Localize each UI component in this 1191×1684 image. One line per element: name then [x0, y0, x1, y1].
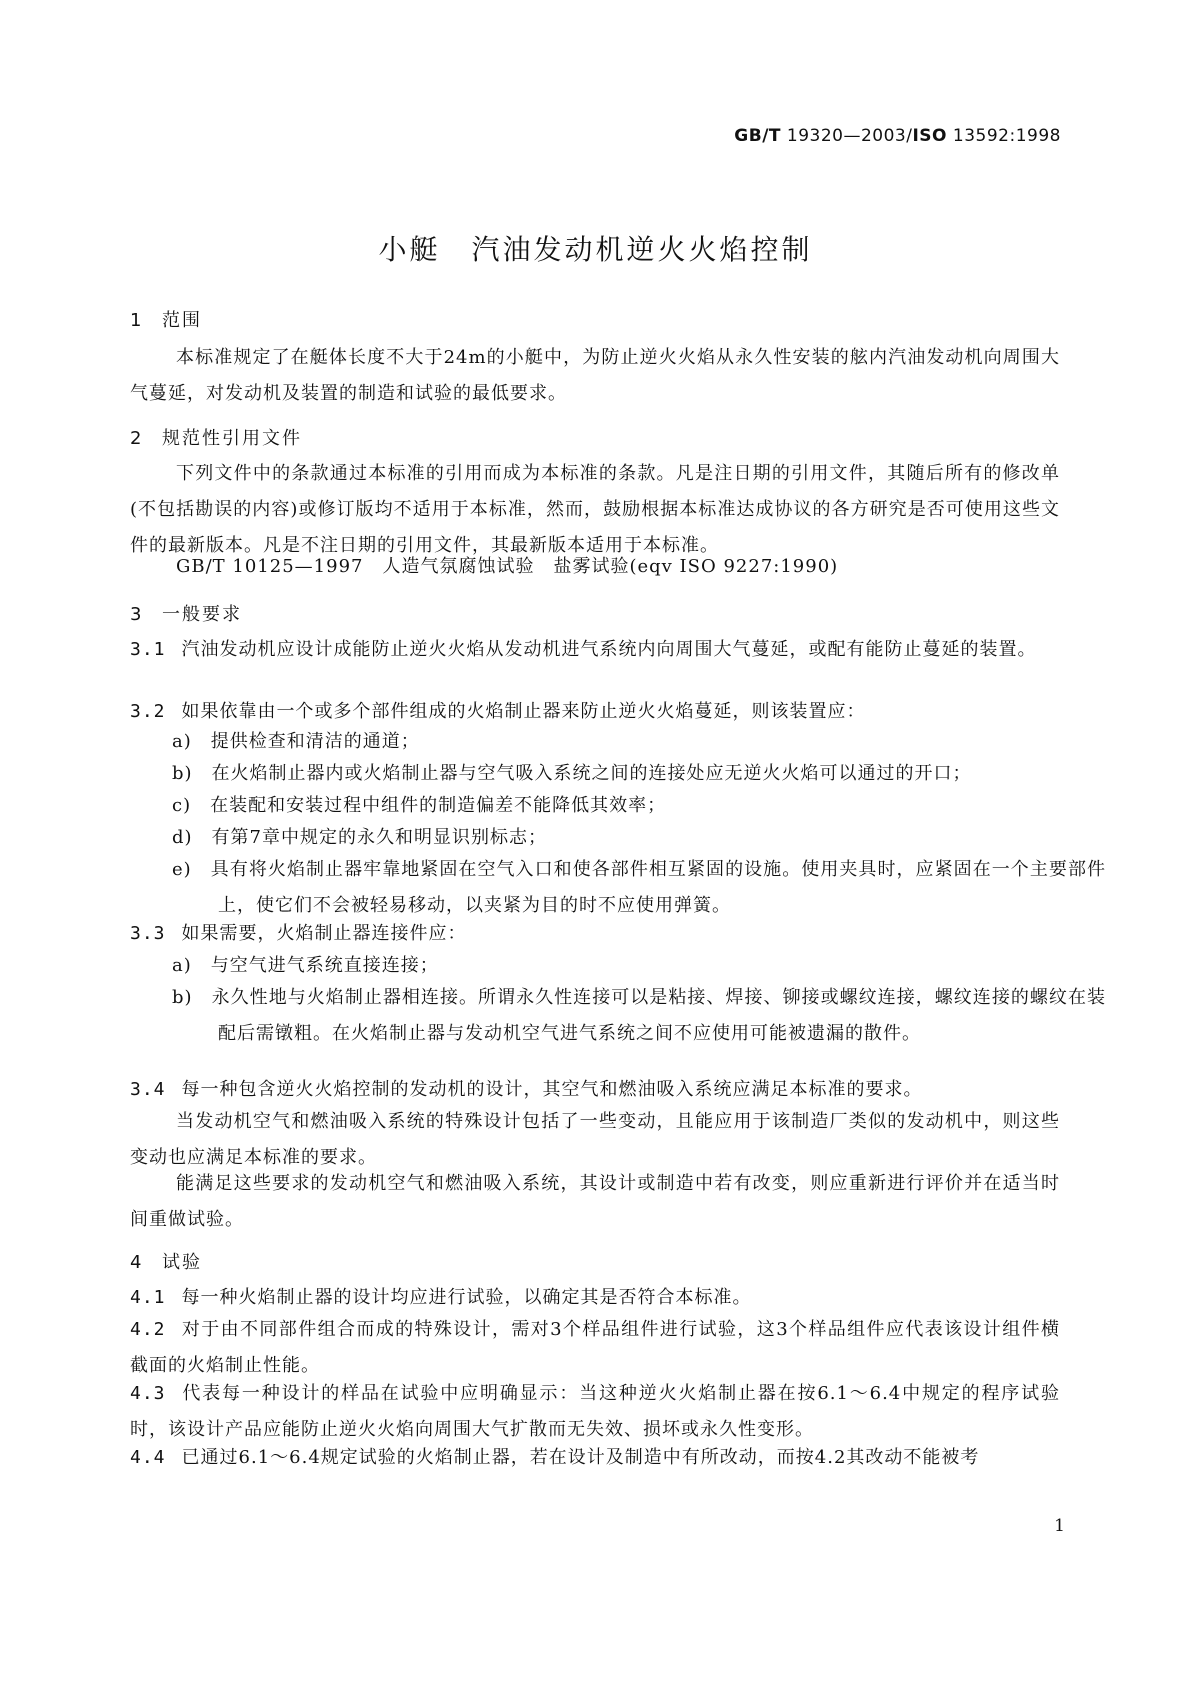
clause-text: 已通过6.1～6.4规定试验的火焰制止器，若在设计及制造中有所改动，而按4.2其改动不能被考: [181, 1447, 980, 1468]
clause-number: 3.1: [130, 639, 166, 660]
std-gb-prefix: GB/T: [734, 126, 781, 146]
clause-number: 3.3: [130, 923, 166, 944]
section-number: 1: [130, 310, 144, 331]
section-title: 规范性引用文件: [162, 428, 302, 449]
item-3-2-a: a) 提供检查和清洁的通道；: [172, 731, 420, 752]
section-title: 范围: [162, 310, 202, 331]
section-title: 一般要求: [162, 604, 242, 625]
section-number: 3: [130, 604, 144, 625]
standard-number: [734, 126, 1061, 146]
clause-3-4-para-2: 当发动机空气和燃油吸入系统的特殊设计包括了一些变动，且能应用于该制造厂类似的发动机中，则这些变动也应满足本标准的要求。: [130, 1111, 1060, 1168]
clause-number: 3.4: [130, 1079, 166, 1100]
item-3-2-c: c) 在装配和安装过程中组件的制造偏差不能降低其效率；: [172, 795, 667, 816]
clause-3-3: [130, 916, 1060, 952]
clause-text: 对于由不同部件组合而成的特殊设计，需对3个样品组件进行试验，这3个样品组件应代表该设计组件横截面的火焰制止性能。: [130, 1319, 1060, 1376]
std-iso-prefix: ISO: [912, 126, 948, 146]
item-3-3-a: a) 与空气进气系统直接连接；: [172, 955, 439, 976]
clause-number: 4.4: [130, 1447, 166, 1468]
item-3-2-e: e) 具有将火焰制止器牢靠地紧固在空气入口和使各部件相互紧固的设施。使用夹具时，应紧固在一个主要部件上，使它们不会被轻易移动，以夹紧为目的时不应使用弹簧。: [172, 859, 1106, 916]
s2-paragraph: 下列文件中的条款通过本标准的引用而成为本标准的条款。凡是注日期的引用文件，其随后所有的修改单(不包括勘误的内容)或修订版均不适用于本标准，然而，鼓励根据本标准达成协议的各方研究是否可使用这些文件的最新版本。凡是不注日期的引用文件，其最新版本适用于本标准。: [130, 463, 1060, 556]
item-3-2-d: d) 有第7章中规定的永久和明显识别标志；: [172, 827, 547, 848]
section-number: 2: [130, 428, 144, 449]
clause-4-2: [130, 1312, 1060, 1384]
section-3-heading: [130, 600, 242, 626]
clause-text: 如果需要，火焰制止器连接件应：: [181, 923, 467, 944]
clause-4-4: [130, 1440, 1060, 1476]
clause-text: 如果依靠由一个或多个部件组成的火焰制止器来防止逆火火焰蔓延，则该装置应：: [181, 701, 866, 722]
std-iso-number: 13592:1998: [952, 126, 1061, 146]
clause-number: 3.2: [130, 701, 166, 722]
clause-number: 4.2: [130, 1319, 166, 1340]
std-gb-number: 19320—2003/: [786, 126, 913, 146]
clause-text: 汽油发动机应设计成能防止逆火火焰从发动机进气系统内向周围大气蔓延，或配有能防止蔓延的装置。: [181, 639, 1037, 660]
clause-number: 4.3: [130, 1383, 166, 1404]
item-3-2-b: b) 在火焰制止器内或火焰制止器与空气吸入系统之间的连接处应无逆火火焰可以通过的开口；: [172, 763, 972, 784]
clause-4-3: [130, 1376, 1060, 1448]
clause-3-4-para-3: 能满足这些要求的发动机空气和燃油吸入系统，其设计或制造中若有改变，则应重新进行评价并在适当时间重做试验。: [130, 1173, 1060, 1230]
section-1-heading: [130, 306, 202, 332]
clause-text: 每一种包含逆火火焰控制的发动机的设计，其空气和燃油吸入系统应满足本标准的要求。: [181, 1079, 923, 1100]
clause-3-1: [130, 632, 1060, 668]
page-number: 1: [1054, 1516, 1065, 1536]
clause-text: 代表每一种设计的样品在试验中应明确显示：当这种逆火火焰制止器在按6.1～6.4中规定的程序试验时，该设计产品应能防止逆火火焰向周围大气扩散而无失效、损坏或永久性变形。: [130, 1383, 1060, 1440]
section-4-heading: [130, 1248, 202, 1274]
section-title: 试验: [162, 1252, 202, 1273]
clause-3-4: [130, 1072, 1060, 1108]
s1-paragraph: 本标准规定了在艇体长度不大于24m的小艇中，为防止逆火火焰从永久性安装的舷内汽油发动机向周围大气蔓延，对发动机及装置的制造和试验的最低要求。: [130, 347, 1060, 404]
section-2-heading: [130, 424, 302, 450]
item-3-3-b: b) 永久性地与火焰制止器相连接。所谓永久性连接可以是粘接、焊接、铆接或螺纹连接，螺纹连接的螺纹在装配后需镦粗。在火焰制止器与发动机空气进气系统之间不应使用可能被遗漏的散件。: [172, 987, 1106, 1044]
clause-number: 4.1: [130, 1287, 166, 1308]
clause-text: 每一种火焰制止器的设计均应进行试验，以确定其是否符合本标准。: [181, 1287, 752, 1308]
section-number: 4: [130, 1252, 144, 1273]
document-title: 小艇 汽油发动机逆火火焰控制: [378, 233, 813, 266]
clause-4-1: [130, 1280, 1060, 1316]
normative-reference: GB/T 10125—1997 人造气氛腐蚀试验 盐雾试验(eqv ISO 9227:1990): [176, 556, 839, 577]
